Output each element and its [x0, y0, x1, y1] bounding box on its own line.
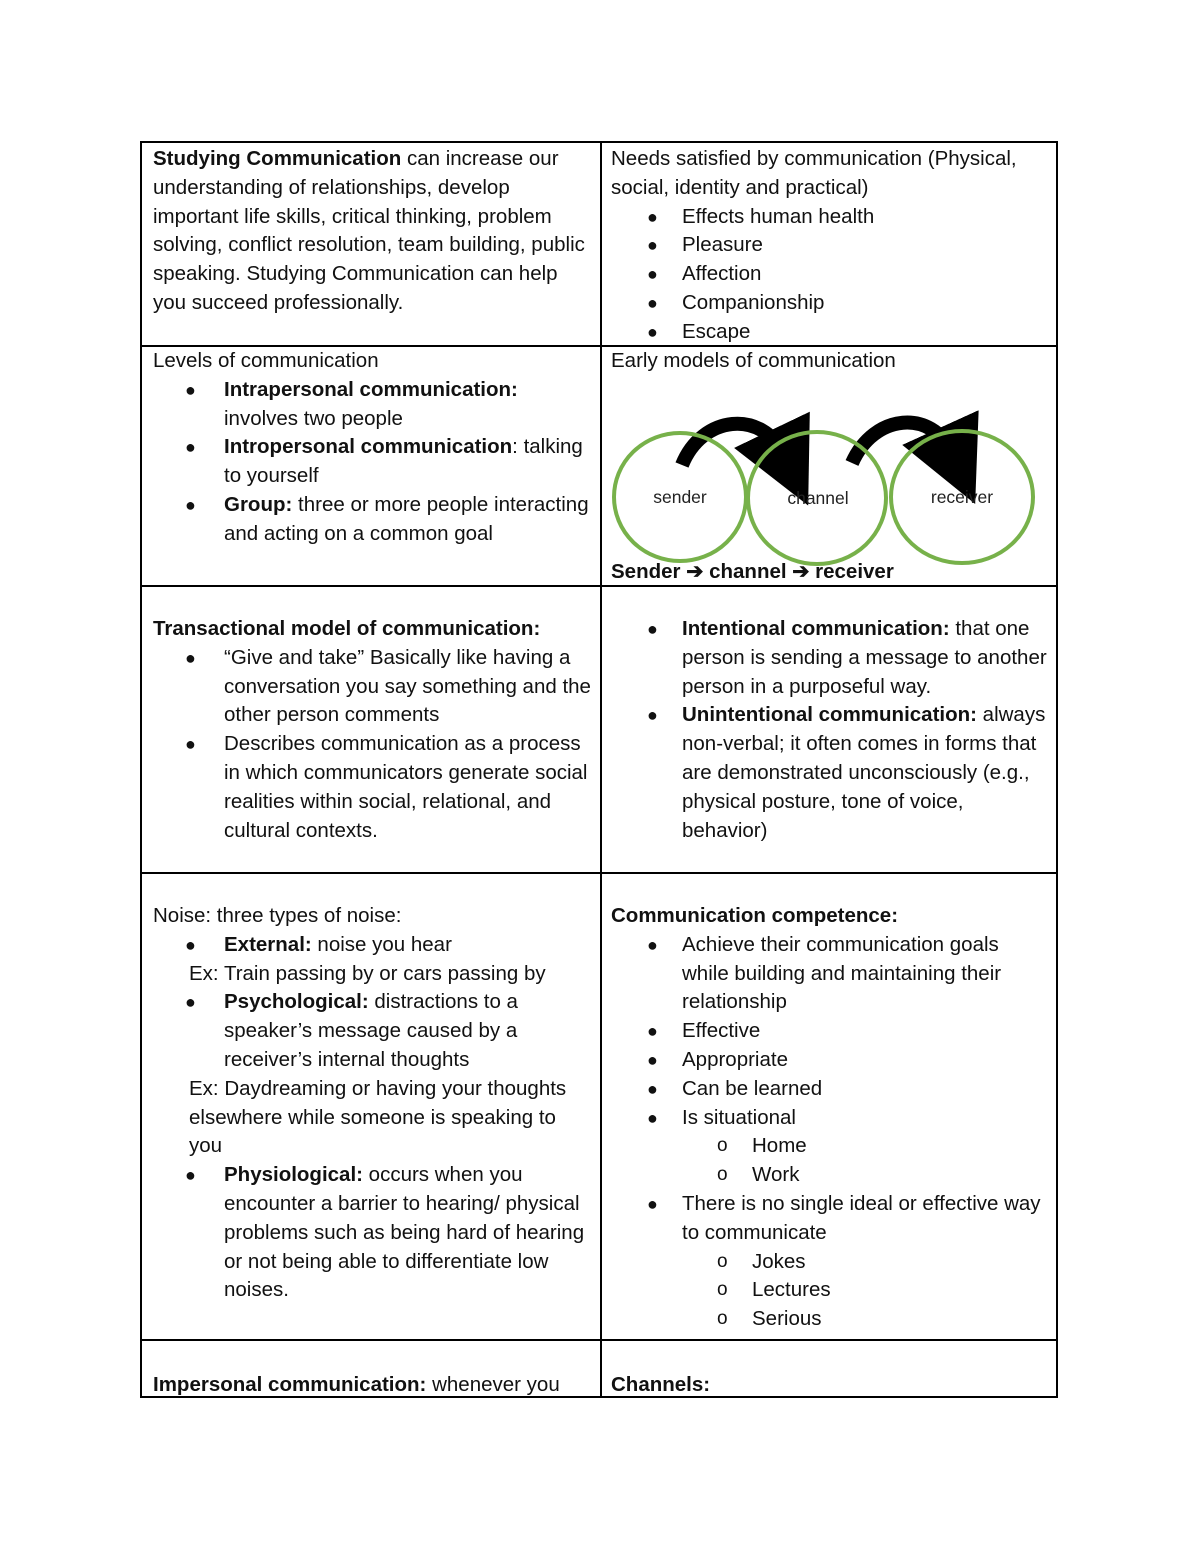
list-item: ● Intropersonal communication: talking to yourself: [185, 435, 583, 488]
cell-heading: Needs satisfied by communication (Physical, social, identity and practical): [611, 147, 1017, 199]
list-item: ● Companionship: [647, 290, 825, 314]
list-item: ● Group: three or more people interacting and acting on a common goal: [185, 492, 589, 545]
cell-levels-of-communication: [142, 347, 600, 585]
list-item: ● Effects human health: [647, 204, 875, 228]
cell-needs-satisfied: [602, 145, 1058, 345]
cell-text: can increase our understanding of relationships, develop important life skills, critical thinking, problem solving, conflict resolution, team building, public speaking. Studying Communication can help you succeed professionally.: [153, 147, 585, 314]
example-text: Ex: Daydreaming or having your thoughts elsewhere while someone is speaking to you: [189, 1076, 567, 1158]
sub-list-item: o Serious: [717, 1307, 822, 1331]
channel-label: channel: [787, 488, 849, 508]
list-item: ● Psychological: distractions to a speaker’s message caused by a receiver’s internal thoughts: [185, 990, 518, 1071]
cell-studying-communication: [142, 145, 600, 345]
cell-heading: Noise: three types of noise:: [153, 904, 402, 927]
model-caption: Sender ➔ channel ➔ receiver: [611, 560, 894, 583]
list-item: ● Affection: [647, 262, 762, 286]
list-item: ● “Give and take” Basically like having a conversation you say something and the other person comments: [185, 645, 591, 727]
cell-impersonal-communication: Impersonal communication: whenever you: [153, 1373, 560, 1396]
notes-table: [140, 141, 1058, 1398]
sub-list-item: o Jokes: [717, 1249, 806, 1273]
cell-early-models: [602, 347, 1058, 585]
cell-heading: Transactional model of communication:: [153, 617, 541, 640]
list-item: ● Effective: [647, 1019, 761, 1043]
cell-channels: Channels:: [611, 1373, 711, 1396]
cell-heading: Communication competence:: [611, 904, 899, 927]
bullet-list: [611, 931, 1050, 1334]
list-item: ● Appropriate: [647, 1047, 788, 1071]
bullet-list: [153, 988, 592, 1074]
sender-label: sender: [653, 487, 707, 507]
list-item: ● Escape: [647, 319, 751, 343]
bullet-list: [153, 644, 592, 846]
sub-list-item: o Work: [717, 1163, 800, 1187]
list-item: ● Describes communication as a process in which communicators generate social realities within social, relational, and cultural contexts.: [185, 732, 588, 842]
list-item: ● Pleasure: [647, 233, 763, 257]
row-divider: [142, 872, 1056, 874]
list-item: ● Achieve their communication goals while building and maintaining their relationship: [647, 932, 1002, 1014]
cell-lead: Studying Communication: [153, 147, 402, 170]
receiver-label: receiver: [930, 487, 994, 507]
row-divider: [142, 1339, 1056, 1341]
bullet-list: [611, 615, 1050, 845]
list-item: ● External: noise you hear: [185, 932, 452, 956]
list-item: ● Intentional communication: that one person is sending a message to another person in a purposeful way.: [647, 617, 1047, 698]
bullet-list: [153, 931, 592, 960]
example-text: Ex: Train passing by or cars passing by: [189, 961, 546, 985]
bullet-list: [611, 203, 1050, 345]
list-item: ● Intrapersonal communication: involves two people: [185, 377, 518, 430]
cell-heading: Levels of communication: [153, 349, 379, 372]
bullet-list: [153, 376, 592, 549]
sub-list-item: o Lectures: [717, 1278, 831, 1302]
list-item: ● Physiological: occurs when you encounter a barrier to hearing/ physical problems such as being hard of hearing or not being able to differentiate low noises.: [185, 1163, 585, 1302]
list-item: ● Can be learned: [647, 1076, 823, 1100]
bullet-list: [153, 1161, 592, 1305]
row-divider: [142, 585, 1056, 587]
sub-list-item: o Home: [717, 1134, 807, 1158]
list-item: ● There is no single ideal or effective way to communicate: [647, 1191, 1041, 1244]
cell-heading: Early models of communication: [611, 349, 896, 372]
cell-noise: [142, 902, 600, 1339]
communication-model-diagram: [602, 387, 1058, 585]
cell-transactional-model: [142, 615, 600, 872]
list-item: ● Unintentional communication: always non-verbal; it often comes in forms that are demonstrated unconsciously (e.g., physical posture, tone of voice, behavior): [647, 703, 1046, 842]
arrow-channel-to-receiver: [852, 423, 952, 463]
list-item: ● Is situational: [647, 1105, 796, 1129]
cell-intentional-communication: [602, 615, 1058, 872]
cell-communication-competence: [602, 902, 1058, 1339]
